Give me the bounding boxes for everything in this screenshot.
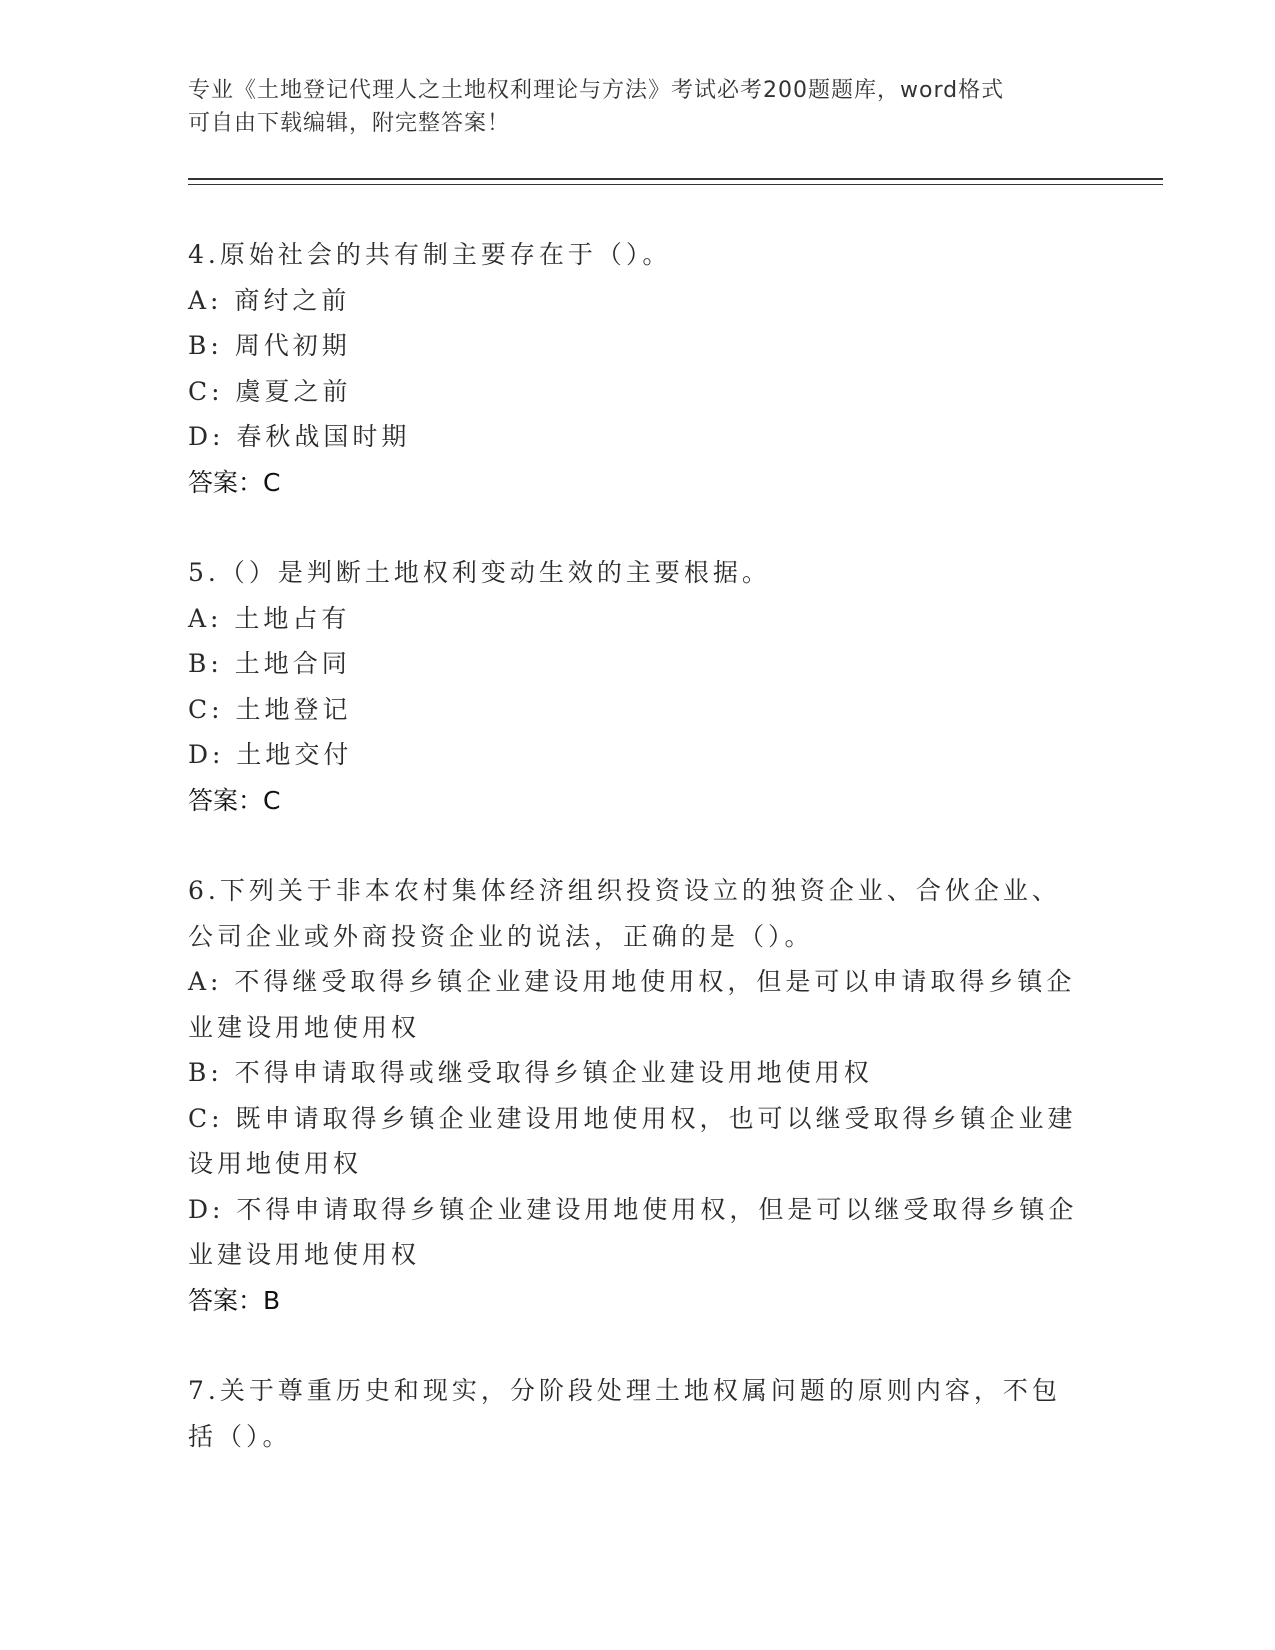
question-spacer: [188, 505, 1088, 550]
question-stem: 5.（）是判断土地权利变动生效的主要根据。: [188, 558, 771, 587]
question-spacer: [188, 1323, 1088, 1368]
option-c: C: 既申请取得乡镇企业建设用地使用权，也可以继受取得乡镇企业建设用地使用权: [188, 1103, 1077, 1178]
question-7: [188, 1368, 1088, 1459]
question-5: [188, 550, 1088, 823]
header-divider-thin: [188, 184, 1163, 185]
option-d: D: 不得申请取得乡镇企业建设用地使用权，但是可以继受取得乡镇企业建设用地使用权: [188, 1194, 1078, 1269]
header-divider: [188, 178, 1163, 180]
option-a: A: 土地占有: [188, 603, 351, 633]
option-b: B: 周代初期: [188, 331, 351, 360]
header-title-line-2: 可自由下载编辑，附完整答案！: [188, 111, 511, 136]
option-d: D: 春秋战国时期: [188, 422, 411, 451]
page-header: [188, 74, 1068, 140]
answer: 答案：C: [188, 785, 281, 815]
question-4: [188, 232, 1088, 505]
option-d: D: 土地交付: [188, 740, 353, 769]
question-stem: 4.原始社会的共有制主要存在于（）。: [188, 240, 672, 269]
question-stem: 7.关于尊重历史和现实，分阶段处理土地权属问题的原则内容，不包括（）。: [188, 1376, 1061, 1451]
option-c: C: 虞夏之前: [188, 376, 352, 406]
header-title-line-1: 专业《土地登记代理人之土地权利理论与方法》考试必考200题题库，word格式: [188, 78, 1005, 103]
question-spacer: [188, 823, 1088, 868]
question-6: [188, 868, 1088, 1323]
answer: 答案：B: [188, 1285, 281, 1315]
option-b: B: 不得申请取得或继受取得乡镇企业建设用地使用权: [188, 1058, 873, 1087]
question-stem: 6.下列关于非本农村集体经济组织投资设立的独资企业、合伙企业、公司企业或外商投资企业的说法，正确的是（）。: [188, 876, 1061, 951]
option-c: C: 土地登记: [188, 694, 352, 724]
option-a: A: 商纣之前: [188, 285, 351, 315]
question-list: [188, 232, 1088, 1459]
option-b: B: 土地合同: [188, 649, 351, 678]
answer: 答案：C: [188, 467, 281, 497]
option-a: A: 不得继受取得乡镇企业建设用地使用权，但是可以申请取得乡镇企业建设用地使用权: [188, 967, 1076, 1042]
